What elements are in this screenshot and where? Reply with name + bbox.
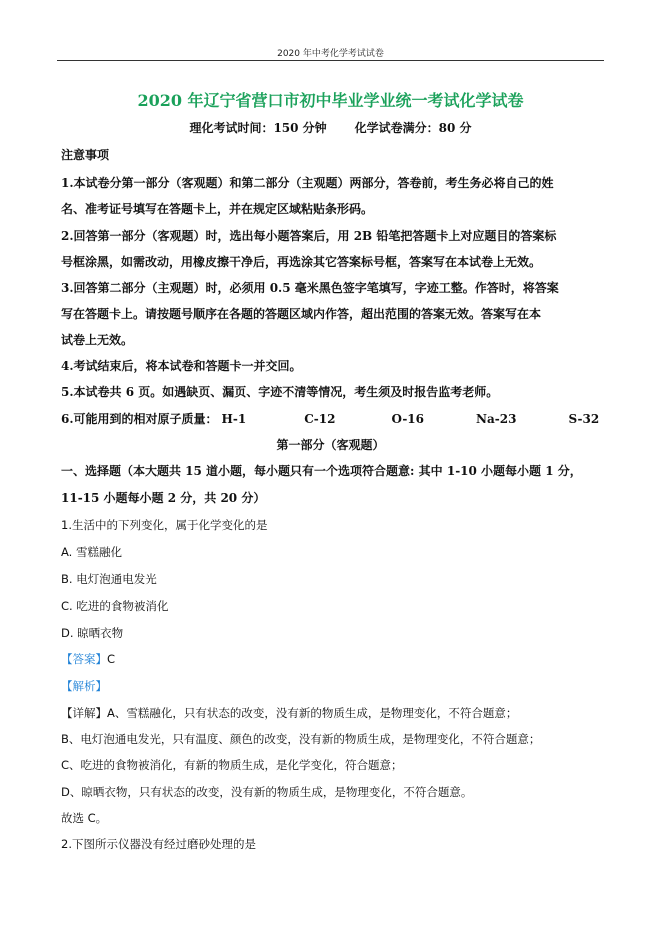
option-a: A. 雪糕融化 (61, 545, 122, 559)
document-title: 2020 年辽宁省营口市初中毕业学业统一考试化学试卷 (137, 91, 524, 110)
atomic-masses-label: 6.可能用到的相对原子质量： (61, 412, 218, 426)
notice-line: 4.考试结束后，将本试卷和答题卡一并交回。 (61, 359, 302, 373)
section-heading: 一、选择题（本大题共 15 道小题，每小题只有一个选项符合题意: 其中 1-10 小题每小题 1 分， (61, 464, 582, 478)
header-divider (57, 60, 604, 61)
question-stem: 2.下图所示仪器没有经过磨砂处理的是 (61, 837, 256, 851)
mass-na: Na-23 (476, 412, 517, 426)
mass-h: H-1 (221, 412, 247, 426)
notice-line: 3.回答第二部分（主观题）时，必须用 0.5 毫米黑色签字笔填写，字迹工整。作答时，将答案 (61, 281, 559, 295)
mass-s: S-32 (568, 412, 600, 426)
notice-heading: 注意事项 (61, 148, 110, 162)
part-heading: 第一部分（客观题） (276, 438, 385, 452)
analysis-detail: C、吃进的食物被消化，有新的物质生成，是化学变化，符合题意； (61, 758, 403, 772)
conclusion: 故选 C。 (61, 811, 108, 825)
notice-line: 号框涂黑，如需改动，用橡皮擦干净后，再选涂其它答案标号框，答案写在本试卷上无效。 (61, 255, 542, 269)
exam-time: 理化考试时间：150 分钟 (189, 121, 327, 135)
option-c: C. 吃进的食物被消化 (61, 599, 169, 613)
analysis-detail: D、晾晒衣物，只有状态的改变，没有新的物质生成，是物理变化，不符合题意。 (61, 785, 473, 799)
answer-value: C (107, 652, 116, 666)
notice-line: 1.本试卷分第一部分（客观题）和第二部分（主观题）两部分，答卷前，考生务必将自己的姓 (61, 176, 554, 190)
analysis-detail: 【详解】A、雪糕融化，只有状态的改变，没有新的物质生成，是物理变化，不符合题意； (61, 706, 518, 720)
answer-tag: 【答案】 (61, 652, 107, 666)
option-b: B. 电灯泡通电发光 (61, 572, 157, 586)
section-heading-cont: 11-15 小题每小题 2 分，共 20 分） (61, 491, 266, 505)
notice-line: 5.本试卷共 6 页。如遇缺页、漏页、字迹不清等情况，考生须及时报告监考老师。 (61, 385, 499, 399)
analysis-detail: B、电灯泡通电发光，只有温度、颜色的改变，没有新的物质生成，是物理变化，不符合题意； (61, 732, 541, 746)
page-header: 2020 年中考化学考试试卷 (277, 49, 384, 59)
exam-info (0, 119, 661, 136)
mass-c: C-12 (304, 412, 336, 426)
option-d: D. 晾晒衣物 (61, 626, 124, 640)
mass-o: O-16 (391, 412, 425, 426)
notice-line: 试卷上无效。 (61, 333, 134, 347)
analysis-tag: 【解析】 (61, 679, 107, 693)
exam-score: 化学试卷满分：80 分 (354, 121, 472, 135)
notice-line: 名、准考证号填写在答题卡上，并在规定区域粘贴条形码。 (61, 202, 374, 216)
answer-line (61, 651, 115, 667)
atomic-masses (61, 411, 599, 427)
question-stem: 1.生活中的下列变化，属于化学变化的是 (61, 518, 268, 532)
notice-line: 2.回答第一部分（客观题）时，选出每小题答案后，用 2B 铅笔把答题卡上对应题目的答案标 (61, 229, 557, 243)
notice-line: 写在答题卡上。请按题号顺序在各题的答题区域内作答，超出范围的答案无效。答案写在本 (61, 307, 542, 321)
